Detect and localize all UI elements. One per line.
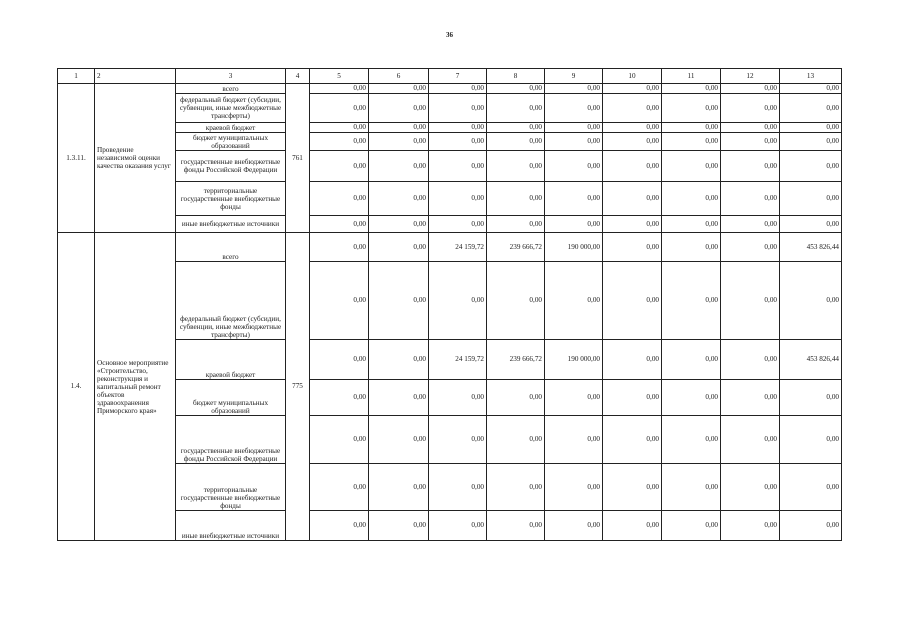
page-number: 36	[446, 31, 453, 39]
table-row	[58, 416, 842, 464]
funding-source: всего	[176, 233, 286, 262]
amount-cell: 0,00	[662, 123, 721, 133]
budget-table	[57, 68, 842, 541]
funding-source: всего	[176, 84, 286, 94]
amount-cell: 0,00	[429, 182, 487, 216]
amount-cell: 0,00	[662, 133, 721, 151]
amount-cell: 0,00	[721, 151, 780, 182]
table-row	[58, 216, 842, 233]
amount-cell: 0,00	[780, 123, 842, 133]
amount-cell: 0,00	[721, 84, 780, 94]
grbs-code: 775	[286, 233, 310, 541]
amount-cell: 190 000,00	[545, 233, 603, 262]
amount-cell: 0,00	[429, 464, 487, 511]
header-cell: 11	[662, 69, 721, 84]
amount-cell: 0,00	[487, 151, 545, 182]
amount-cell: 0,00	[780, 464, 842, 511]
amount-cell: 0,00	[662, 151, 721, 182]
amount-cell: 0,00	[780, 416, 842, 464]
amount-cell: 0,00	[721, 123, 780, 133]
table-row	[58, 182, 842, 216]
amount-cell: 0,00	[429, 123, 487, 133]
header-cell: 3	[176, 69, 286, 84]
amount-cell: 0,00	[545, 511, 603, 541]
table-row	[58, 133, 842, 151]
amount-cell: 0,00	[721, 182, 780, 216]
amount-cell: 0,00	[545, 216, 603, 233]
amount-cell: 0,00	[780, 84, 842, 94]
amount-cell: 0,00	[429, 380, 487, 416]
table-row	[58, 511, 842, 541]
amount-cell: 0,00	[603, 464, 662, 511]
amount-cell: 0,00	[310, 133, 369, 151]
amount-cell: 0,00	[662, 262, 721, 340]
funding-source: территориальные государственные внебюджетные фонды	[176, 182, 286, 216]
amount-cell: 0,00	[310, 216, 369, 233]
header-cell: 10	[603, 69, 662, 84]
amount-cell: 0,00	[369, 416, 429, 464]
amount-cell: 0,00	[603, 123, 662, 133]
amount-cell: 0,00	[662, 380, 721, 416]
amount-cell: 0,00	[662, 464, 721, 511]
amount-cell: 0,00	[721, 233, 780, 262]
header-row	[58, 69, 842, 84]
amount-cell: 0,00	[487, 123, 545, 133]
amount-cell: 0,00	[721, 262, 780, 340]
amount-cell: 0,00	[662, 84, 721, 94]
funding-source: иные внебюджетные источники	[176, 511, 286, 541]
amount-cell: 0,00	[310, 464, 369, 511]
funding-source: бюджет муниципальных образований	[176, 133, 286, 151]
header-cell: 6	[369, 69, 429, 84]
table-row	[58, 233, 842, 262]
amount-cell: 0,00	[487, 380, 545, 416]
amount-cell: 0,00	[369, 380, 429, 416]
amount-cell: 0,00	[780, 511, 842, 541]
amount-cell: 0,00	[487, 216, 545, 233]
amount-cell: 0,00	[429, 84, 487, 94]
amount-cell: 0,00	[429, 94, 487, 123]
amount-cell: 0,00	[603, 233, 662, 262]
funding-source: бюджет муниципальных образований	[176, 380, 286, 416]
amount-cell: 0,00	[487, 262, 545, 340]
amount-cell: 0,00	[721, 416, 780, 464]
amount-cell: 0,00	[369, 94, 429, 123]
amount-cell: 0,00	[603, 416, 662, 464]
amount-cell: 0,00	[310, 340, 369, 380]
amount-cell: 190 000,00	[545, 340, 603, 380]
funding-source: государственные внебюджетные фонды Российской Федерации	[176, 151, 286, 182]
funding-source: государственные внебюджетные фонды Российской Федерации	[176, 416, 286, 464]
amount-cell: 24 159,72	[429, 340, 487, 380]
amount-cell: 0,00	[487, 511, 545, 541]
amount-cell: 0,00	[369, 233, 429, 262]
amount-cell: 0,00	[721, 511, 780, 541]
amount-cell: 0,00	[780, 380, 842, 416]
header-cell: 5	[310, 69, 369, 84]
amount-cell: 0,00	[662, 94, 721, 123]
amount-cell: 0,00	[429, 416, 487, 464]
amount-cell: 0,00	[487, 416, 545, 464]
amount-cell: 0,00	[603, 133, 662, 151]
amount-cell: 0,00	[721, 94, 780, 123]
table-row	[58, 464, 842, 511]
header-cell: 4	[286, 69, 310, 84]
amount-cell: 0,00	[721, 464, 780, 511]
amount-cell: 0,00	[545, 94, 603, 123]
header-cell: 1	[58, 69, 95, 84]
amount-cell: 0,00	[780, 216, 842, 233]
amount-cell: 0,00	[603, 84, 662, 94]
amount-cell: 0,00	[369, 340, 429, 380]
amount-cell: 0,00	[429, 262, 487, 340]
table-row	[58, 94, 842, 123]
amount-cell: 0,00	[487, 94, 545, 123]
amount-cell: 0,00	[310, 380, 369, 416]
amount-cell: 0,00	[603, 511, 662, 541]
amount-cell: 0,00	[780, 182, 842, 216]
amount-cell: 239 666,72	[487, 233, 545, 262]
amount-cell: 0,00	[780, 94, 842, 123]
amount-cell: 453 826,44	[780, 340, 842, 380]
amount-cell: 0,00	[310, 233, 369, 262]
amount-cell: 24 159,72	[429, 233, 487, 262]
amount-cell: 0,00	[369, 464, 429, 511]
amount-cell: 0,00	[603, 262, 662, 340]
header-cell: 9	[545, 69, 603, 84]
amount-cell: 0,00	[487, 464, 545, 511]
amount-cell: 0,00	[487, 182, 545, 216]
item-name: Проведение независимой оценки качества оказания услуг	[95, 84, 176, 233]
table-row	[58, 262, 842, 340]
item-code: 1.3.11.	[58, 84, 95, 233]
amount-cell: 0,00	[545, 123, 603, 133]
amount-cell: 0,00	[429, 511, 487, 541]
table-row	[58, 123, 842, 133]
amount-cell: 0,00	[662, 233, 721, 262]
amount-cell: 0,00	[487, 133, 545, 151]
table-row	[58, 340, 842, 380]
header-cell: 2	[95, 69, 176, 84]
amount-cell: 0,00	[603, 151, 662, 182]
amount-cell: 0,00	[721, 340, 780, 380]
amount-cell: 0,00	[603, 94, 662, 123]
amount-cell: 0,00	[310, 262, 369, 340]
amount-cell: 0,00	[545, 133, 603, 151]
amount-cell: 0,00	[369, 123, 429, 133]
amount-cell: 0,00	[545, 464, 603, 511]
amount-cell: 0,00	[487, 84, 545, 94]
funding-source: иные внебюджетные источники	[176, 216, 286, 233]
amount-cell: 0,00	[369, 262, 429, 340]
amount-cell: 239 666,72	[487, 340, 545, 380]
header-cell: 12	[721, 69, 780, 84]
amount-cell: 0,00	[545, 380, 603, 416]
amount-cell: 0,00	[780, 151, 842, 182]
amount-cell: 0,00	[369, 511, 429, 541]
amount-cell: 0,00	[603, 380, 662, 416]
amount-cell: 0,00	[603, 340, 662, 380]
amount-cell: 0,00	[662, 216, 721, 233]
amount-cell: 0,00	[310, 123, 369, 133]
amount-cell: 0,00	[721, 216, 780, 233]
amount-cell: 0,00	[429, 151, 487, 182]
table-row	[58, 84, 842, 94]
header-cell: 13	[780, 69, 842, 84]
amount-cell: 0,00	[662, 416, 721, 464]
amount-cell: 0,00	[545, 416, 603, 464]
amount-cell: 0,00	[780, 262, 842, 340]
amount-cell: 0,00	[369, 133, 429, 151]
amount-cell: 0,00	[429, 133, 487, 151]
amount-cell: 0,00	[545, 262, 603, 340]
amount-cell: 0,00	[721, 133, 780, 151]
header-cell: 7	[429, 69, 487, 84]
amount-cell: 453 826,44	[780, 233, 842, 262]
funding-source: территориальные государственные внебюджетные фонды	[176, 464, 286, 511]
amount-cell: 0,00	[662, 511, 721, 541]
amount-cell: 0,00	[369, 216, 429, 233]
amount-cell: 0,00	[310, 94, 369, 123]
amount-cell: 0,00	[545, 151, 603, 182]
item-code: 1.4.	[58, 233, 95, 541]
grbs-code: 761	[286, 84, 310, 233]
item-name: Основное мероприятие «Строительство, реконструкция и капитальный ремонт объектов здравоохранения Приморского края»	[95, 233, 176, 541]
amount-cell: 0,00	[369, 151, 429, 182]
amount-cell: 0,00	[369, 84, 429, 94]
amount-cell: 0,00	[545, 84, 603, 94]
amount-cell: 0,00	[429, 216, 487, 233]
amount-cell: 0,00	[662, 182, 721, 216]
amount-cell: 0,00	[310, 84, 369, 94]
funding-source: федеральный бюджет (субсидии, субвенции, иные межбюджетные трансферты)	[176, 262, 286, 340]
amount-cell: 0,00	[310, 511, 369, 541]
amount-cell: 0,00	[780, 133, 842, 151]
amount-cell: 0,00	[545, 182, 603, 216]
amount-cell: 0,00	[310, 151, 369, 182]
header-cell: 8	[487, 69, 545, 84]
funding-source: краевой бюджет	[176, 123, 286, 133]
amount-cell: 0,00	[310, 416, 369, 464]
amount-cell: 0,00	[603, 182, 662, 216]
amount-cell: 0,00	[603, 216, 662, 233]
amount-cell: 0,00	[721, 380, 780, 416]
funding-source: федеральный бюджет (субсидии, субвенции, иные межбюджетные трансферты)	[176, 94, 286, 123]
amount-cell: 0,00	[662, 340, 721, 380]
amount-cell: 0,00	[369, 182, 429, 216]
table-row	[58, 380, 842, 416]
amount-cell: 0,00	[310, 182, 369, 216]
funding-source: краевой бюджет	[176, 340, 286, 380]
table-row	[58, 151, 842, 182]
